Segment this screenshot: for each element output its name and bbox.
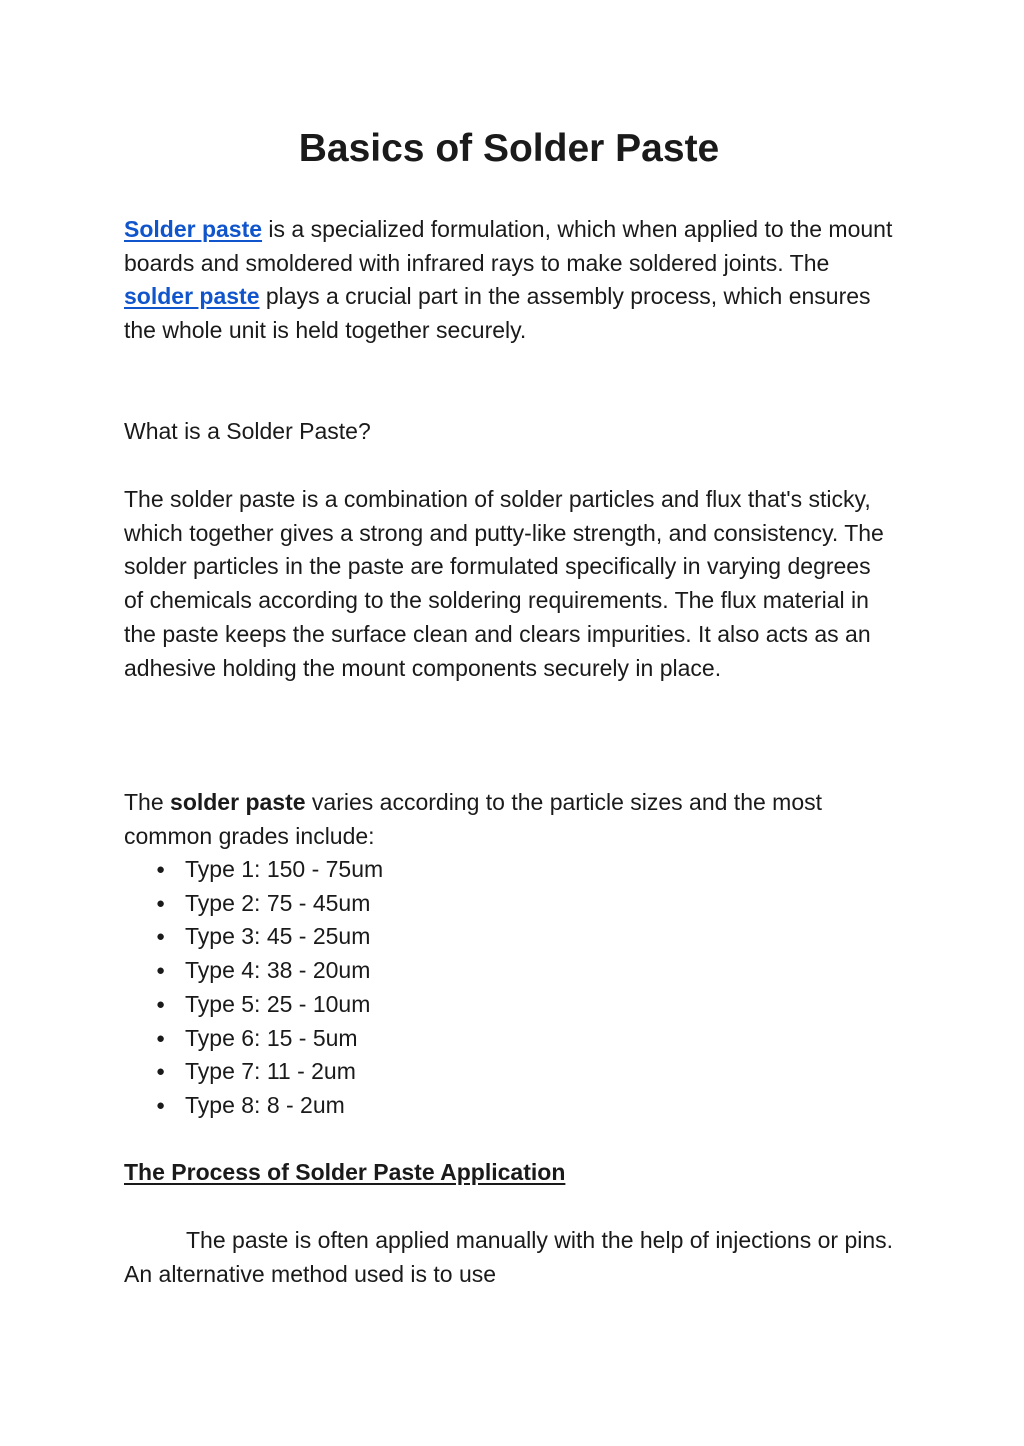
grade-label: Type 4: 38 - 20um [185,957,371,984]
list-item [156,1022,383,1056]
definition-paragraph: The solder paste is a combination of solder particles and flux that's sticky, which together gives a strong and putty-like strength, and consistency. The solder particles in the paste are formulated specifically in varying degrees of chemicals according to the soldering requirements. The flux material in the paste keeps the surface clean and clears impurities. It also acts as an adhesive holding the mount components securely in place. [124,486,884,681]
grades-intro-before: The [124,789,171,815]
list-item [156,988,383,1022]
bullet-icon: ● [156,1029,166,1047]
grade-label: Type 5: 25 - 10um [185,990,371,1017]
grade-label: Type 7: 11 - 2um [185,1058,356,1085]
bullet-icon: ● [156,861,166,878]
solder-paste-link[interactable]: Solder paste [124,216,263,242]
solder-paste-link-inline[interactable]: solder paste [124,283,260,310]
grade-label: Type 2: 75 - 45um [185,889,371,916]
question-heading: What is a Solder Paste? [124,418,371,444]
grades-intro-paragraph [124,786,894,853]
bullet-icon: ● [156,1063,166,1081]
intro-paragraph [124,213,894,348]
list-item [156,887,383,921]
grade-label: Type 3: 45 - 25um [185,923,371,950]
grade-label: Type 8: 8 - 2um [185,1091,345,1118]
list-item [156,1089,383,1123]
list-item [156,1055,383,1089]
intro-text-part-2: plays a crucial part in the assembly process, which ensures the whole unit is held together securely. [124,283,871,344]
intro-text-part-1: is a specialized formulation, which when applied to the mount boards and smoldered with infrared rays to make soldered joints. The [124,216,893,276]
grades-intro-after: varies according to the particle sizes and the most common grades include: [124,789,823,849]
process-paragraph: The paste is often applied manually with the help of injections or pins. An alternative method used is to use [124,1227,894,1287]
list-item [156,920,383,954]
grade-label: Type 1: 150 - 75um [185,856,384,882]
bullet-icon: ● [156,1096,166,1114]
grades-list [156,853,383,1123]
grades-intro-bold: solder paste [170,789,306,815]
grade-label: Type 6: 15 - 5um [185,1024,358,1051]
document-title: Basics of Solder Paste [298,127,720,170]
list-item [156,954,383,988]
section-heading: The Process of Solder Paste Application [124,1159,566,1185]
bullet-icon: ● [156,894,166,912]
bullet-icon: ● [156,962,166,980]
bullet-icon: ● [156,928,166,946]
list-item [156,853,383,887]
bullet-icon: ● [156,995,166,1013]
